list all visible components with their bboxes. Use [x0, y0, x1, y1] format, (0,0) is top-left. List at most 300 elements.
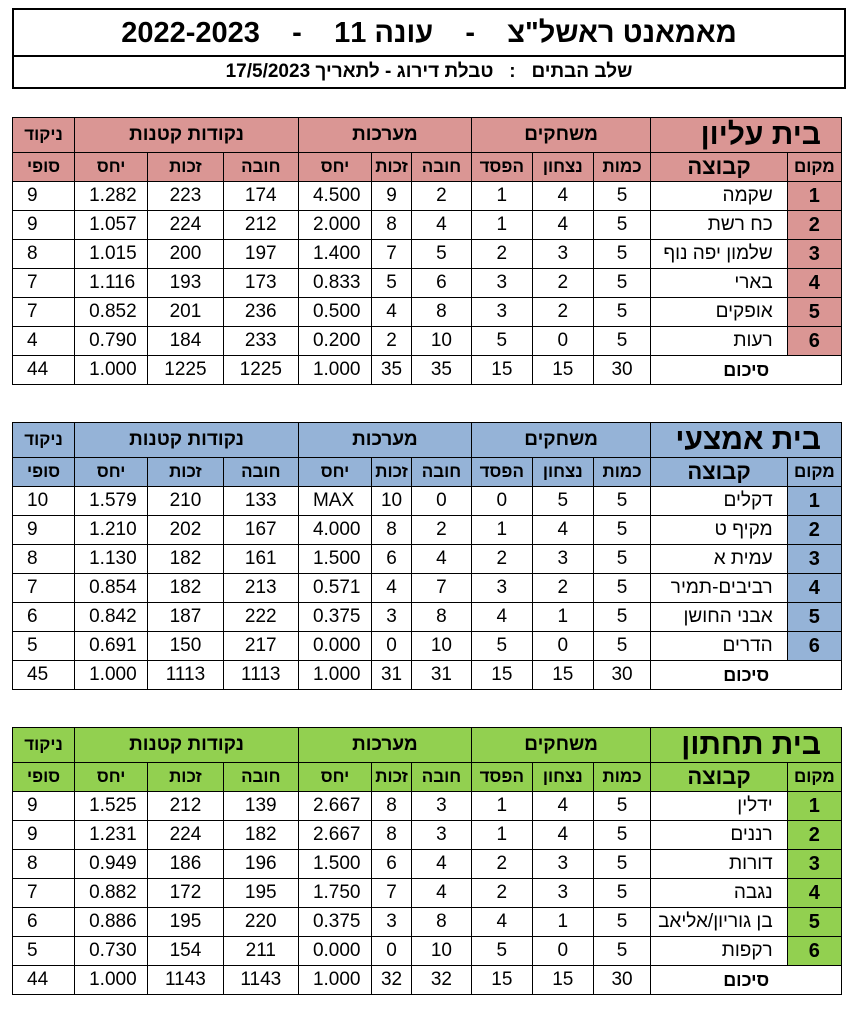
summary-played-cell: 30 — [593, 661, 651, 690]
sets-ratio-cell: 0.375 — [298, 603, 371, 632]
wins-cell: 0 — [532, 937, 593, 966]
points-header: נקודות קטנות — [75, 423, 299, 458]
table-row — [13, 240, 842, 269]
losses-cell: 4 — [471, 908, 532, 937]
summary-points-credit-cell: 1225 — [148, 356, 223, 385]
summary-points-ratio-cell: 1.000 — [75, 966, 148, 995]
team-cell: רעות — [651, 327, 787, 356]
losses-cell: 1 — [471, 211, 532, 240]
score-header-top: ניקוד — [13, 728, 75, 763]
wins-cell: 0 — [532, 327, 593, 356]
points-debit-cell: 174 — [223, 182, 298, 211]
sets-debit-header: חובה — [412, 153, 472, 182]
points-debit-cell: 236 — [223, 298, 298, 327]
header-row-columns — [13, 763, 842, 792]
team-header: קבוצה — [651, 763, 787, 792]
team-cell: מקיף ט — [651, 516, 787, 545]
rank-cell: 3 — [787, 545, 841, 574]
sets-debit-cell: 4 — [412, 211, 472, 240]
sets-credit-header: זכות — [372, 153, 412, 182]
wins-cell: 2 — [532, 298, 593, 327]
table-row — [13, 908, 842, 937]
played-cell: 5 — [593, 821, 651, 850]
summary-final-score-cell: 44 — [13, 356, 75, 385]
house-name: בית תחתון — [651, 728, 842, 763]
rank-cell: 1 — [787, 487, 841, 516]
points-credit-cell: 224 — [148, 821, 223, 850]
points-credit-cell: 212 — [148, 792, 223, 821]
sets-credit-cell: 7 — [372, 879, 412, 908]
losses-header: הפסד — [471, 153, 532, 182]
points-header: נקודות קטנות — [75, 118, 299, 153]
losses-cell: 1 — [471, 821, 532, 850]
final-score-cell: 7 — [13, 269, 75, 298]
points-debit-cell: 211 — [223, 937, 298, 966]
points-credit-cell: 195 — [148, 908, 223, 937]
losses-cell: 5 — [471, 937, 532, 966]
rank-cell: 5 — [787, 603, 841, 632]
header-row-groups — [13, 118, 842, 153]
wins-header: נצחון — [532, 153, 593, 182]
wins-header: נצחון — [532, 458, 593, 487]
played-cell: 5 — [593, 487, 651, 516]
played-cell: 5 — [593, 792, 651, 821]
played-cell: 5 — [593, 908, 651, 937]
sets-credit-cell: 0 — [372, 937, 412, 966]
sets-debit-cell: 5 — [412, 240, 472, 269]
wins-cell: 3 — [532, 240, 593, 269]
page-title — [12, 8, 846, 58]
points-ratio-cell: 0.949 — [75, 850, 148, 879]
games-header: משחקים — [471, 118, 651, 153]
sets-credit-header: זכות — [372, 763, 412, 792]
summary-points-credit-cell: 1113 — [148, 661, 223, 690]
table-row — [13, 632, 842, 661]
points-debit-cell: 212 — [223, 211, 298, 240]
wins-cell: 4 — [532, 821, 593, 850]
played-cell: 5 — [593, 211, 651, 240]
played-cell: 5 — [593, 545, 651, 574]
team-cell: דורות — [651, 850, 787, 879]
played-cell: 5 — [593, 269, 651, 298]
points-credit-cell: 182 — [148, 545, 223, 574]
table-row — [13, 298, 842, 327]
summary-losses-cell: 15 — [471, 661, 532, 690]
table-row — [13, 487, 842, 516]
sets-header: מערכות — [298, 118, 471, 153]
losses-cell: 1 — [471, 182, 532, 211]
team-cell: אבני החושן — [651, 603, 787, 632]
summary-played-cell: 30 — [593, 356, 651, 385]
wins-cell: 0 — [532, 632, 593, 661]
score-header-top: ניקוד — [13, 423, 75, 458]
summary-sets-credit-cell: 35 — [372, 356, 412, 385]
points-debit-cell: 196 — [223, 850, 298, 879]
sets-credit-cell: 6 — [372, 545, 412, 574]
header-row-columns — [13, 458, 842, 487]
score-header-bottom: סופי — [13, 153, 75, 182]
played-cell: 5 — [593, 879, 651, 908]
points-debit-cell: 217 — [223, 632, 298, 661]
sets-ratio-cell: 1.750 — [298, 879, 371, 908]
title-separator: - — [465, 17, 476, 49]
played-cell: 5 — [593, 298, 651, 327]
house-name: בית אמצעי — [651, 423, 842, 458]
summary-wins-cell: 15 — [532, 966, 593, 995]
points-debit-cell: 197 — [223, 240, 298, 269]
played-cell: 5 — [593, 327, 651, 356]
sets-ratio-header: יחס — [298, 763, 371, 792]
sets-ratio-cell: 0.375 — [298, 908, 371, 937]
table-row — [13, 574, 842, 603]
losses-cell: 0 — [471, 487, 532, 516]
losses-cell: 2 — [471, 850, 532, 879]
points-credit-cell: 184 — [148, 327, 223, 356]
played-cell: 5 — [593, 516, 651, 545]
losses-cell: 4 — [471, 603, 532, 632]
final-score-cell: 8 — [13, 850, 75, 879]
sets-ratio-cell: MAX — [298, 487, 371, 516]
wins-cell: 3 — [532, 879, 593, 908]
table-row — [13, 879, 842, 908]
sets-ratio-cell: 0.500 — [298, 298, 371, 327]
page-subtitle: שלב הבתים : טבלת דירוג - לתאריך 17/5/2023 — [12, 55, 846, 89]
sets-debit-cell: 7 — [412, 574, 472, 603]
score-header-top: ניקוד — [13, 118, 75, 153]
summary-row — [13, 356, 842, 385]
team-cell: ידלין — [651, 792, 787, 821]
points-credit-cell: 223 — [148, 182, 223, 211]
summary-wins-cell: 15 — [532, 661, 593, 690]
wins-cell: 3 — [532, 545, 593, 574]
team-cell: שקמה — [651, 182, 787, 211]
table-row — [13, 850, 842, 879]
rank-cell: 6 — [787, 327, 841, 356]
sets-credit-cell: 4 — [372, 574, 412, 603]
rank-cell: 1 — [787, 792, 841, 821]
table-row — [13, 182, 842, 211]
rank-header: מקום — [787, 153, 841, 182]
summary-losses-cell: 15 — [471, 356, 532, 385]
sets-ratio-header: יחס — [298, 153, 371, 182]
played-header: כמות — [593, 458, 651, 487]
points-credit-cell: 186 — [148, 850, 223, 879]
final-score-cell: 9 — [13, 516, 75, 545]
final-score-cell: 9 — [13, 211, 75, 240]
points-header: נקודות קטנות — [75, 728, 299, 763]
points-debit-cell: 222 — [223, 603, 298, 632]
team-cell: רביבים-תמיר — [651, 574, 787, 603]
points-debit-cell: 173 — [223, 269, 298, 298]
sets-credit-header: זכות — [372, 458, 412, 487]
wins-cell: 3 — [532, 850, 593, 879]
sets-header: מערכות — [298, 423, 471, 458]
sets-debit-cell: 4 — [412, 850, 472, 879]
team-cell: שלמון יפה נוף — [651, 240, 787, 269]
played-cell: 5 — [593, 632, 651, 661]
losses-cell: 3 — [471, 574, 532, 603]
rank-cell: 5 — [787, 298, 841, 327]
points-credit-cell: 210 — [148, 487, 223, 516]
sets-credit-cell: 3 — [372, 908, 412, 937]
played-header: כמות — [593, 763, 651, 792]
summary-final-score-cell: 45 — [13, 661, 75, 690]
rank-cell: 4 — [787, 269, 841, 298]
table-row — [13, 821, 842, 850]
final-score-cell: 9 — [13, 792, 75, 821]
points-debit-cell: 233 — [223, 327, 298, 356]
losses-cell: 5 — [471, 632, 532, 661]
wins-cell: 1 — [532, 908, 593, 937]
sets-ratio-cell: 4.000 — [298, 516, 371, 545]
points-ratio-cell: 1.130 — [75, 545, 148, 574]
summary-sets-ratio-cell: 1.000 — [298, 356, 371, 385]
points-debit-cell: 220 — [223, 908, 298, 937]
title-season: 2022-2023 — [121, 17, 260, 49]
points-credit-cell: 154 — [148, 937, 223, 966]
played-cell: 5 — [593, 574, 651, 603]
summary-sets-credit-cell: 31 — [372, 661, 412, 690]
sets-debit-cell: 4 — [412, 879, 472, 908]
points-ratio-cell: 0.691 — [75, 632, 148, 661]
sets-debit-cell: 10 — [412, 327, 472, 356]
rank-cell: 1 — [787, 182, 841, 211]
points-ratio-header: יחס — [75, 763, 148, 792]
sets-debit-cell: 3 — [412, 792, 472, 821]
sets-debit-header: חובה — [412, 763, 472, 792]
points-ratio-cell: 1.015 — [75, 240, 148, 269]
summary-played-cell: 30 — [593, 966, 651, 995]
final-score-cell: 8 — [13, 545, 75, 574]
points-debit-header: חובה — [223, 458, 298, 487]
rank-cell: 3 — [787, 850, 841, 879]
points-credit-cell: 201 — [148, 298, 223, 327]
sets-ratio-cell: 2.667 — [298, 821, 371, 850]
wins-cell: 4 — [532, 211, 593, 240]
points-debit-cell: 167 — [223, 516, 298, 545]
sets-debit-cell: 8 — [412, 603, 472, 632]
points-credit-cell: 182 — [148, 574, 223, 603]
summary-sets-debit-cell: 32 — [412, 966, 472, 995]
rank-cell: 2 — [787, 516, 841, 545]
final-score-cell: 7 — [13, 574, 75, 603]
team-header: קבוצה — [651, 458, 787, 487]
sets-debit-cell: 4 — [412, 545, 472, 574]
sets-ratio-cell: 4.500 — [298, 182, 371, 211]
final-score-cell: 8 — [13, 240, 75, 269]
rank-cell: 6 — [787, 937, 841, 966]
rank-cell: 3 — [787, 240, 841, 269]
final-score-cell: 5 — [13, 937, 75, 966]
summary-row — [13, 966, 842, 995]
sets-credit-cell: 8 — [372, 516, 412, 545]
team-cell: בן גוריון/אליאב — [651, 908, 787, 937]
summary-points-debit-cell: 1113 — [223, 661, 298, 690]
points-ratio-cell: 1.282 — [75, 182, 148, 211]
header-row-groups — [13, 423, 842, 458]
wins-header: נצחון — [532, 763, 593, 792]
points-ratio-cell: 1.579 — [75, 487, 148, 516]
points-ratio-cell: 1.525 — [75, 792, 148, 821]
summary-row — [13, 661, 842, 690]
rank-cell: 5 — [787, 908, 841, 937]
points-ratio-cell: 0.790 — [75, 327, 148, 356]
losses-cell: 5 — [471, 327, 532, 356]
sets-credit-cell: 3 — [372, 603, 412, 632]
table-row — [13, 545, 842, 574]
points-ratio-cell: 1.231 — [75, 821, 148, 850]
team-header: קבוצה — [651, 153, 787, 182]
sets-credit-cell: 5 — [372, 269, 412, 298]
summary-sets-debit-cell: 31 — [412, 661, 472, 690]
team-cell: בארי — [651, 269, 787, 298]
sets-debit-cell: 10 — [412, 937, 472, 966]
points-debit-cell: 161 — [223, 545, 298, 574]
sets-debit-cell: 8 — [412, 908, 472, 937]
summary-points-ratio-cell: 1.000 — [75, 661, 148, 690]
sets-debit-cell: 6 — [412, 269, 472, 298]
points-credit-cell: 172 — [148, 879, 223, 908]
points-credit-cell: 193 — [148, 269, 223, 298]
wins-cell: 5 — [532, 487, 593, 516]
played-cell: 5 — [593, 240, 651, 269]
losses-cell: 1 — [471, 516, 532, 545]
points-ratio-cell: 0.882 — [75, 879, 148, 908]
played-cell: 5 — [593, 603, 651, 632]
rank-cell: 4 — [787, 879, 841, 908]
sets-debit-cell: 0 — [412, 487, 472, 516]
points-credit-cell: 224 — [148, 211, 223, 240]
rank-header: מקום — [787, 763, 841, 792]
team-cell: נגבה — [651, 879, 787, 908]
summary-points-debit-cell: 1225 — [223, 356, 298, 385]
team-cell: עמית א — [651, 545, 787, 574]
losses-cell: 3 — [471, 269, 532, 298]
points-credit-header: זכות — [148, 458, 223, 487]
sets-header: מערכות — [298, 728, 471, 763]
table-row — [13, 269, 842, 298]
points-credit-cell: 150 — [148, 632, 223, 661]
sets-credit-cell: 0 — [372, 632, 412, 661]
wins-cell: 2 — [532, 269, 593, 298]
points-ratio-cell: 0.842 — [75, 603, 148, 632]
sets-debit-cell: 2 — [412, 182, 472, 211]
rank-header: מקום — [787, 458, 841, 487]
table-row — [13, 937, 842, 966]
games-header: משחקים — [471, 728, 651, 763]
wins-cell: 4 — [532, 792, 593, 821]
team-cell: כח רשת — [651, 211, 787, 240]
summary-losses-cell: 15 — [471, 966, 532, 995]
points-ratio-cell: 0.886 — [75, 908, 148, 937]
losses-cell: 3 — [471, 298, 532, 327]
played-cell: 5 — [593, 182, 651, 211]
team-cell: רקפות — [651, 937, 787, 966]
points-ratio-cell: 1.210 — [75, 516, 148, 545]
table-row — [13, 327, 842, 356]
sets-debit-cell: 8 — [412, 298, 472, 327]
points-ratio-cell: 1.116 — [75, 269, 148, 298]
title-separator: - — [292, 17, 302, 49]
summary-points-ratio-cell: 1.000 — [75, 356, 148, 385]
sets-debit-cell: 3 — [412, 821, 472, 850]
points-debit-header: חובה — [223, 153, 298, 182]
summary-label: סיכום — [651, 661, 842, 690]
losses-header: הפסד — [471, 763, 532, 792]
points-credit-cell: 202 — [148, 516, 223, 545]
team-cell: אופקים — [651, 298, 787, 327]
sets-ratio-cell: 0.000 — [298, 937, 371, 966]
played-header: כמות — [593, 153, 651, 182]
sets-credit-cell: 8 — [372, 792, 412, 821]
summary-label: סיכום — [651, 356, 842, 385]
sets-credit-cell: 2 — [372, 327, 412, 356]
summary-sets-ratio-cell: 1.000 — [298, 661, 371, 690]
sets-ratio-cell: 0.000 — [298, 632, 371, 661]
sets-ratio-cell: 0.571 — [298, 574, 371, 603]
table-row — [13, 516, 842, 545]
final-score-cell: 7 — [13, 879, 75, 908]
final-score-cell: 7 — [13, 298, 75, 327]
losses-cell: 1 — [471, 792, 532, 821]
final-score-cell: 9 — [13, 821, 75, 850]
rank-cell: 2 — [787, 211, 841, 240]
table-row — [13, 211, 842, 240]
final-score-cell: 9 — [13, 182, 75, 211]
team-cell: הדרים — [651, 632, 787, 661]
points-ratio-cell: 0.730 — [75, 937, 148, 966]
final-score-cell: 10 — [13, 487, 75, 516]
table-row — [13, 792, 842, 821]
rank-cell: 6 — [787, 632, 841, 661]
house-table-bottom — [12, 727, 842, 995]
wins-cell: 1 — [532, 603, 593, 632]
summary-sets-credit-cell: 32 — [372, 966, 412, 995]
summary-final-score-cell: 44 — [13, 966, 75, 995]
house-table-middle — [12, 422, 842, 690]
summary-wins-cell: 15 — [532, 356, 593, 385]
header-row-columns — [13, 153, 842, 182]
points-credit-header: זכות — [148, 763, 223, 792]
summary-sets-ratio-cell: 1.000 — [298, 966, 371, 995]
points-debit-cell: 139 — [223, 792, 298, 821]
house-table-top — [12, 117, 842, 385]
points-debit-header: חובה — [223, 763, 298, 792]
losses-cell: 2 — [471, 879, 532, 908]
sets-debit-cell: 10 — [412, 632, 472, 661]
header-row-groups — [13, 728, 842, 763]
losses-cell: 2 — [471, 240, 532, 269]
points-credit-cell: 200 — [148, 240, 223, 269]
played-cell: 5 — [593, 937, 651, 966]
points-ratio-cell: 1.057 — [75, 211, 148, 240]
summary-points-credit-cell: 1143 — [148, 966, 223, 995]
games-header: משחקים — [471, 423, 651, 458]
house-name: בית עליון — [651, 118, 842, 153]
final-score-cell: 5 — [13, 632, 75, 661]
table-row — [13, 603, 842, 632]
points-credit-cell: 187 — [148, 603, 223, 632]
title-league: מאמאנט ראשל"צ — [507, 17, 737, 49]
sets-credit-cell: 10 — [372, 487, 412, 516]
sets-ratio-cell: 0.200 — [298, 327, 371, 356]
sets-credit-cell: 8 — [372, 821, 412, 850]
rank-cell: 4 — [787, 574, 841, 603]
final-score-cell: 4 — [13, 327, 75, 356]
final-score-cell: 6 — [13, 908, 75, 937]
team-cell: רננים — [651, 821, 787, 850]
wins-cell: 4 — [532, 182, 593, 211]
